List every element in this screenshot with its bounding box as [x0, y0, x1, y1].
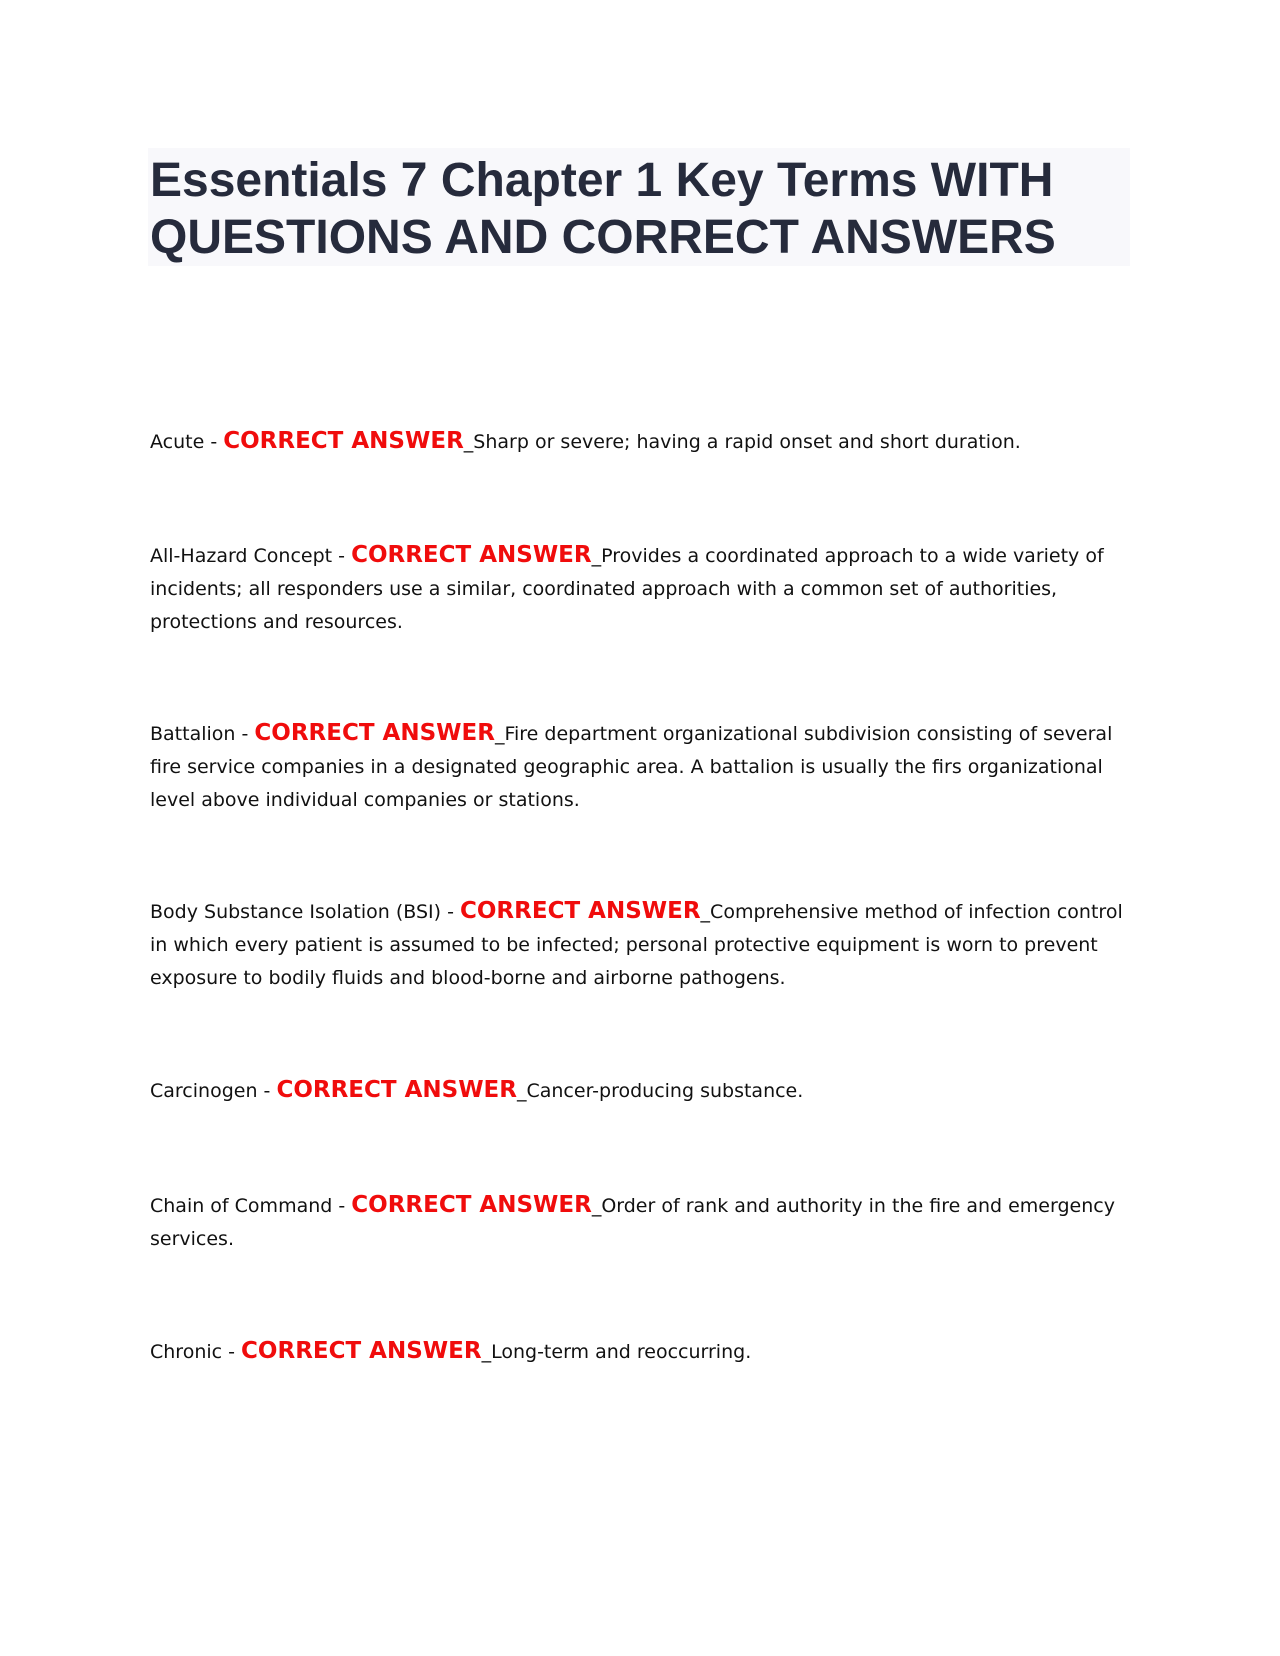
term-name: Acute	[150, 431, 205, 453]
term-definition: _Long-term and reoccurring.	[481, 1341, 752, 1363]
term-definition: _Comprehensive method of infection control in which every patient is assumed to be infected; personal protective equipment is worn to prevent exposure to bodily fluids and blood-borne and airborne pathogens.	[150, 901, 1123, 989]
title-block	[148, 148, 1130, 266]
term-definition: _Provides a coordinated approach to a wide variety of incidents; all responders use a similar, coordinated approach with a common set of authorities, protections and resources.	[150, 545, 1104, 633]
term-entry-battalion	[150, 717, 1130, 817]
term-name: Battalion	[150, 723, 236, 745]
term-separator: -	[222, 1341, 242, 1363]
term-entry-body-substance-isolation	[150, 895, 1130, 995]
term-separator: -	[235, 723, 255, 745]
term-entry-chronic	[150, 1335, 1130, 1369]
term-name: Body Substance Isolation (BSI)	[150, 901, 442, 923]
term-definition: _Order of rank and authority in the fire and emergency services.	[150, 1195, 1115, 1250]
term-definition: _Sharp or severe; having a rapid onset and short duration.	[463, 431, 1021, 453]
term-definition: _Fire department organizational subdivision consisting of several fire service companies in a designated geographic area. A battalion is usually the firs organizational level above individual companies or stations.	[150, 723, 1113, 811]
term-name: Chain of Command	[150, 1195, 333, 1217]
correct-answer-label: CORRECT ANSWER	[241, 1338, 482, 1364]
term-name: Chronic	[150, 1341, 223, 1363]
term-entry-all-hazard-concept	[150, 539, 1130, 639]
term-name: All-Hazard Concept	[150, 545, 333, 567]
correct-answer-label: CORRECT ANSWER	[351, 542, 592, 568]
document-title: Essentials 7 Chapter 1 Key Terms WITH QUESTIONS AND CORRECT ANSWERS	[150, 154, 1056, 264]
term-name: Carcinogen	[150, 1080, 258, 1102]
term-separator: -	[257, 1080, 277, 1102]
term-entry-acute	[150, 425, 1130, 459]
correct-answer-label: CORRECT ANSWER	[223, 428, 464, 454]
correct-answer-label: CORRECT ANSWER	[254, 720, 495, 746]
term-definition: _Cancer-producing substance.	[516, 1080, 804, 1102]
correct-answer-label: CORRECT ANSWER	[276, 1077, 517, 1103]
term-separator: -	[332, 545, 352, 567]
term-entry-chain-of-command	[150, 1189, 1130, 1256]
term-separator: -	[204, 431, 224, 453]
term-separator: -	[332, 1195, 352, 1217]
correct-answer-label: CORRECT ANSWER	[460, 898, 701, 924]
correct-answer-label: CORRECT ANSWER	[351, 1192, 592, 1218]
term-entry-carcinogen	[150, 1074, 1130, 1108]
term-separator: -	[441, 901, 460, 923]
